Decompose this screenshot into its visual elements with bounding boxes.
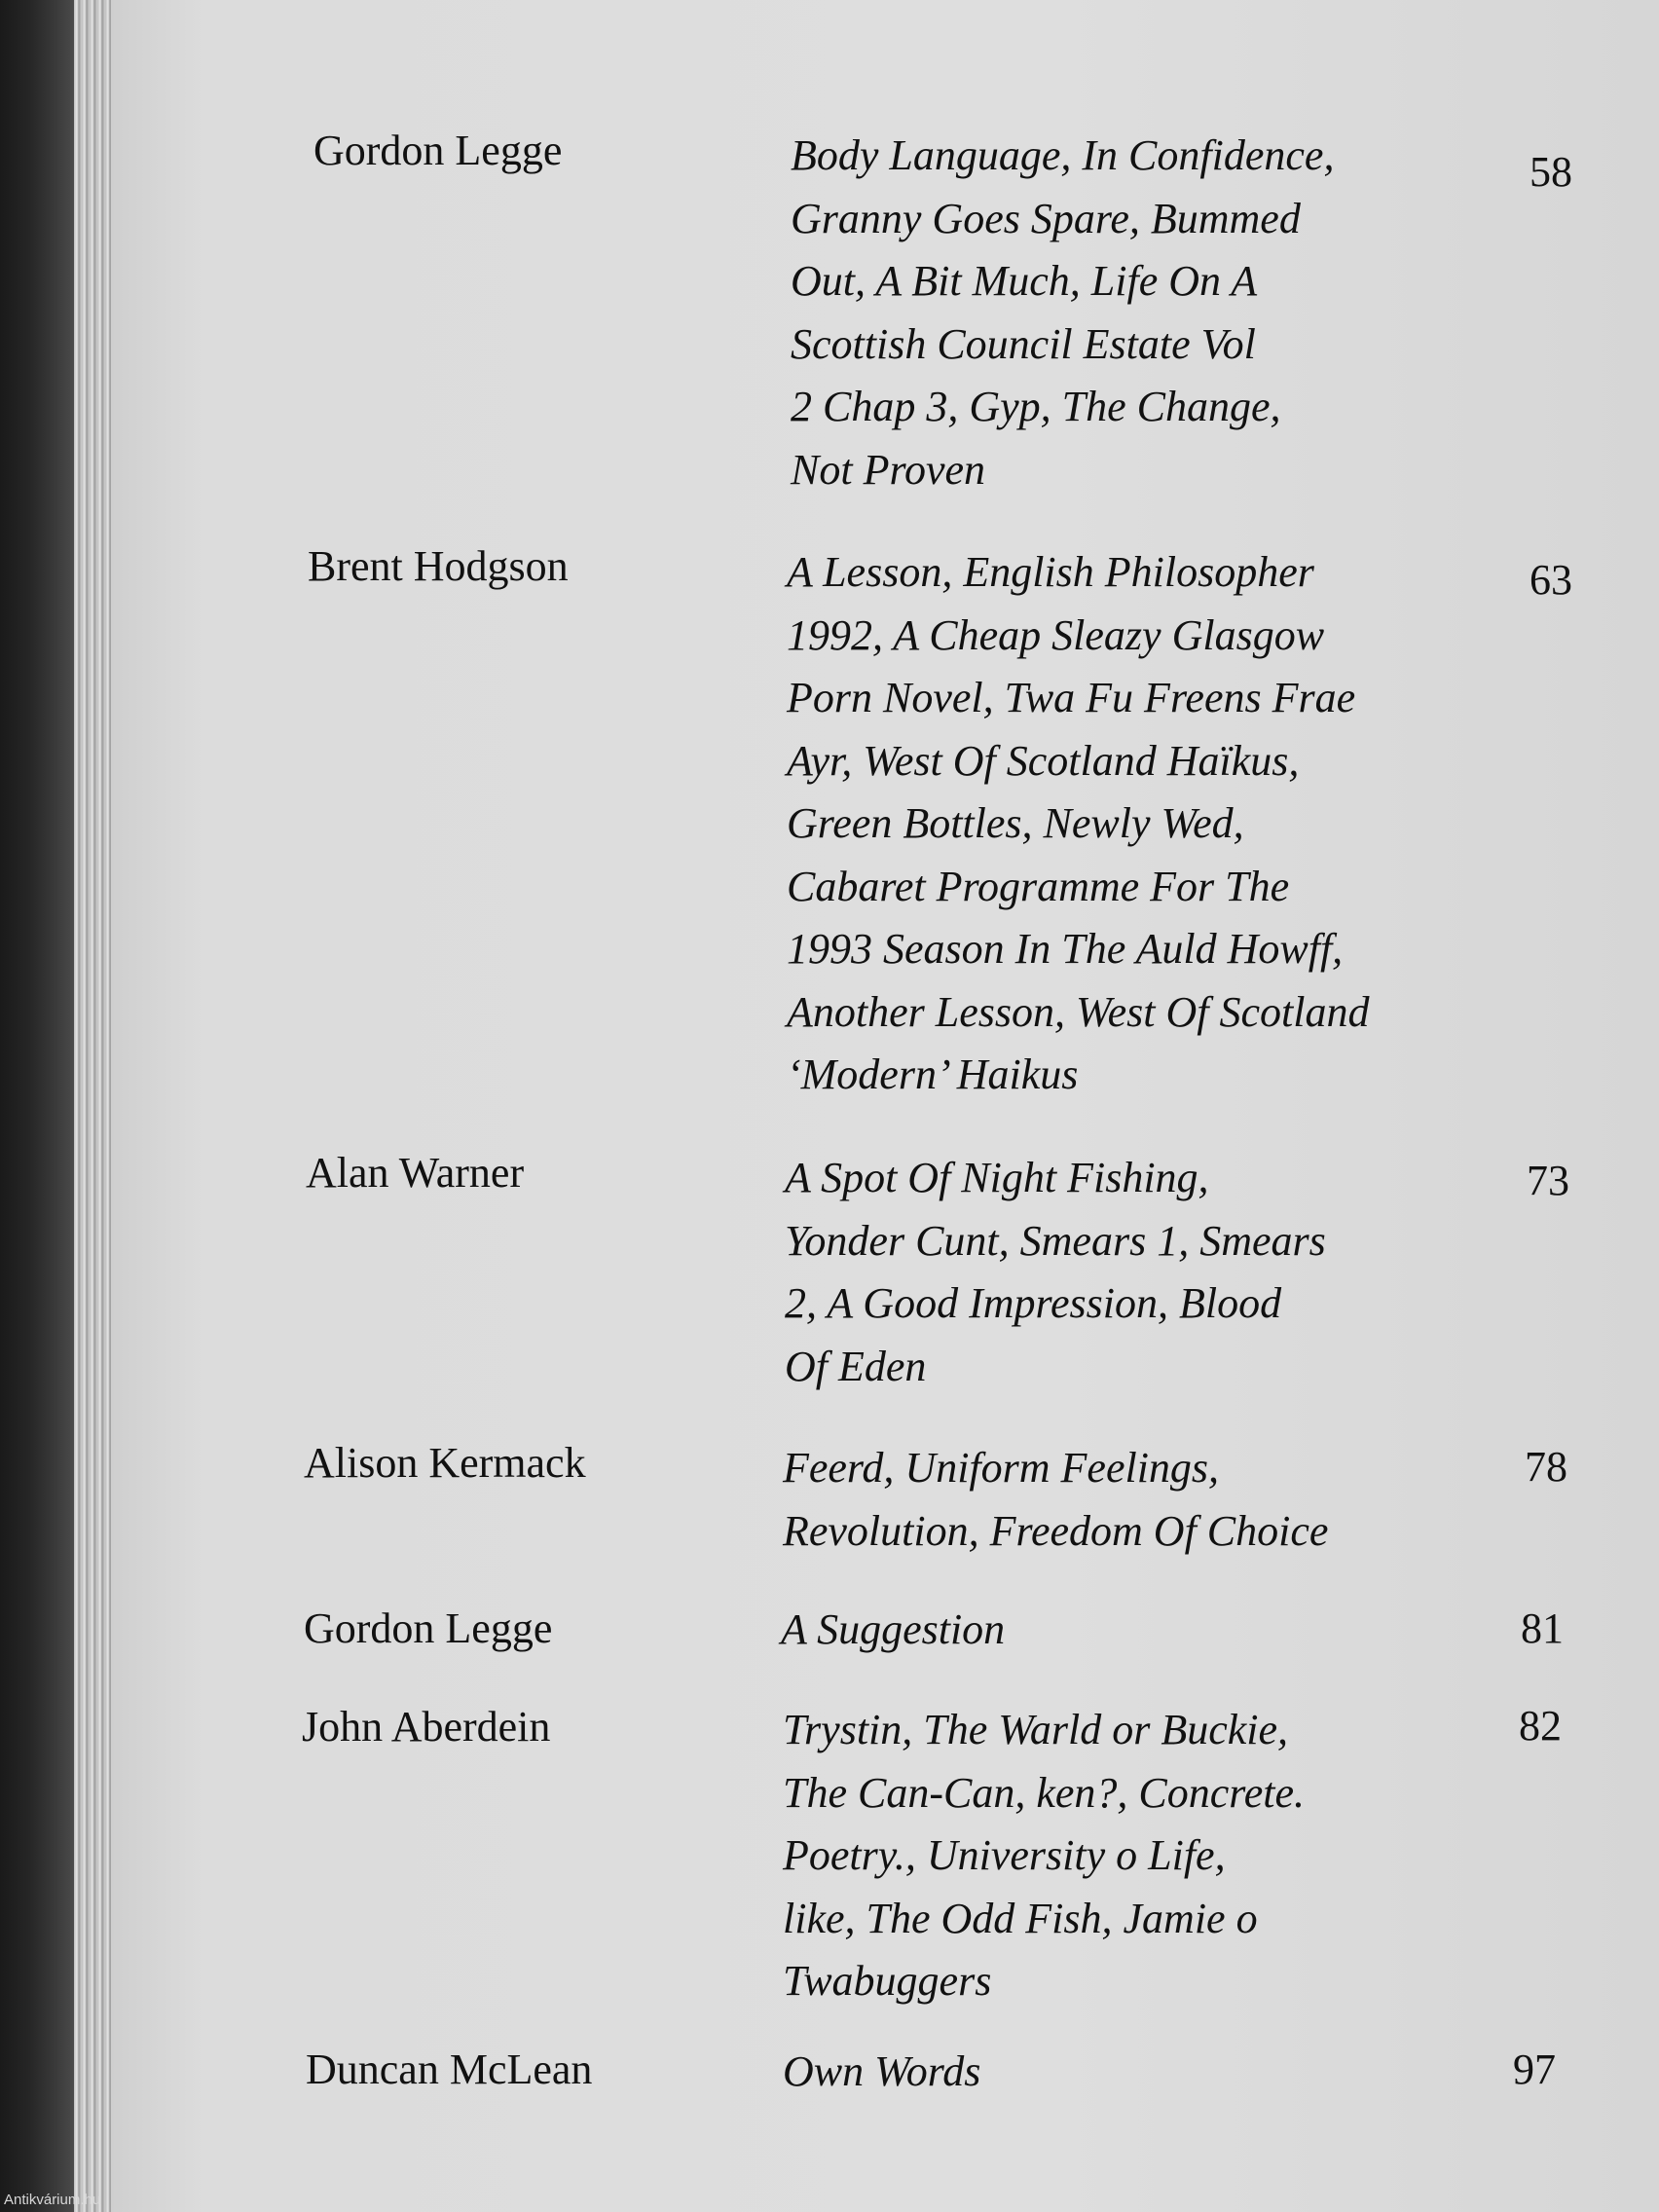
title-line: Another Lesson, West Of Scotland <box>787 987 1370 1036</box>
author-name: Alan Warner <box>306 1149 525 1197</box>
book-binding <box>0 0 74 2212</box>
title-line: Scottish Council Estate Vol <box>791 319 1256 368</box>
author-name: Gordon Legge <box>313 127 563 174</box>
page-number: 82 <box>1519 1702 1562 1750</box>
page-number: 63 <box>1530 556 1572 604</box>
title-line: Cabaret Programme For The <box>787 862 1290 910</box>
title-line: ‘Modern’ Haikus <box>787 1051 1079 1098</box>
page-number: 97 <box>1513 2046 1556 2093</box>
work-titles <box>781 1599 1005 1662</box>
work-titles <box>785 1147 1326 1398</box>
title-line: Porn Novel, Twa Fu Freens Frae <box>787 674 1356 721</box>
title-line: A Suggestion <box>781 1605 1006 1653</box>
page-number: 81 <box>1521 1604 1564 1652</box>
title-line: 2, A Good Impression, Blood <box>785 1279 1282 1327</box>
title-line: Revolution, Freedom Of Choice <box>783 1506 1329 1555</box>
page-number: 78 <box>1525 1443 1567 1491</box>
title-line: 1993 Season In The Auld Howff, <box>787 925 1344 973</box>
watermark-text: Antikvárium.hu <box>4 2192 101 2208</box>
work-titles <box>783 2041 980 2104</box>
title-line: Poetry., University o Life, <box>783 1831 1226 1879</box>
title-line: A Lesson, English Philosopher <box>787 548 1314 596</box>
title-line: Trystin, The Warld or Buckie, <box>783 1706 1289 1753</box>
author-name: Duncan McLean <box>306 2046 593 2093</box>
author-name: Brent Hodgson <box>308 542 569 590</box>
author-name: John Aberdein <box>302 1703 551 1751</box>
title-line: 2 Chap 3, Gyp, The Change, <box>791 383 1281 430</box>
work-titles <box>787 541 1369 1107</box>
title-line: like, The Odd Fish, Jamie o <box>783 1894 1258 1942</box>
title-line: Green Bottles, Newly Wed, <box>787 799 1244 847</box>
page-number: 58 <box>1530 148 1572 196</box>
title-line: Ayr, West Of Scotland Haïkus, <box>787 736 1300 785</box>
page-edges <box>74 0 111 2212</box>
author-name: Gordon Legge <box>304 1604 553 1652</box>
title-line: Twabuggers <box>783 1957 992 2005</box>
page-number: 73 <box>1527 1157 1569 1204</box>
title-line: Feerd, Uniform Feelings, <box>783 1444 1220 1492</box>
title-line: Own Words <box>783 2047 981 2095</box>
title-line: 1992, A Cheap Sleazy Glasgow <box>787 610 1325 659</box>
title-line: A Spot Of Night Fishing, <box>785 1154 1209 1201</box>
work-titles <box>791 125 1334 501</box>
work-titles <box>783 1437 1328 1563</box>
title-line: Of Eden <box>785 1342 927 1390</box>
title-line: Granny Goes Spare, Bummed <box>791 194 1301 242</box>
title-line: Yonder Cunt, Smears 1, Smears <box>785 1216 1326 1265</box>
title-line: Out, A Bit Much, Life On A <box>791 257 1258 305</box>
title-line: Not Proven <box>791 445 985 494</box>
author-name: Alison Kermack <box>304 1439 586 1487</box>
title-line: Body Language, In Confidence, <box>791 131 1335 179</box>
title-line: The Can-Can, ken?, Concrete. <box>783 1768 1306 1817</box>
work-titles <box>783 1699 1305 2013</box>
